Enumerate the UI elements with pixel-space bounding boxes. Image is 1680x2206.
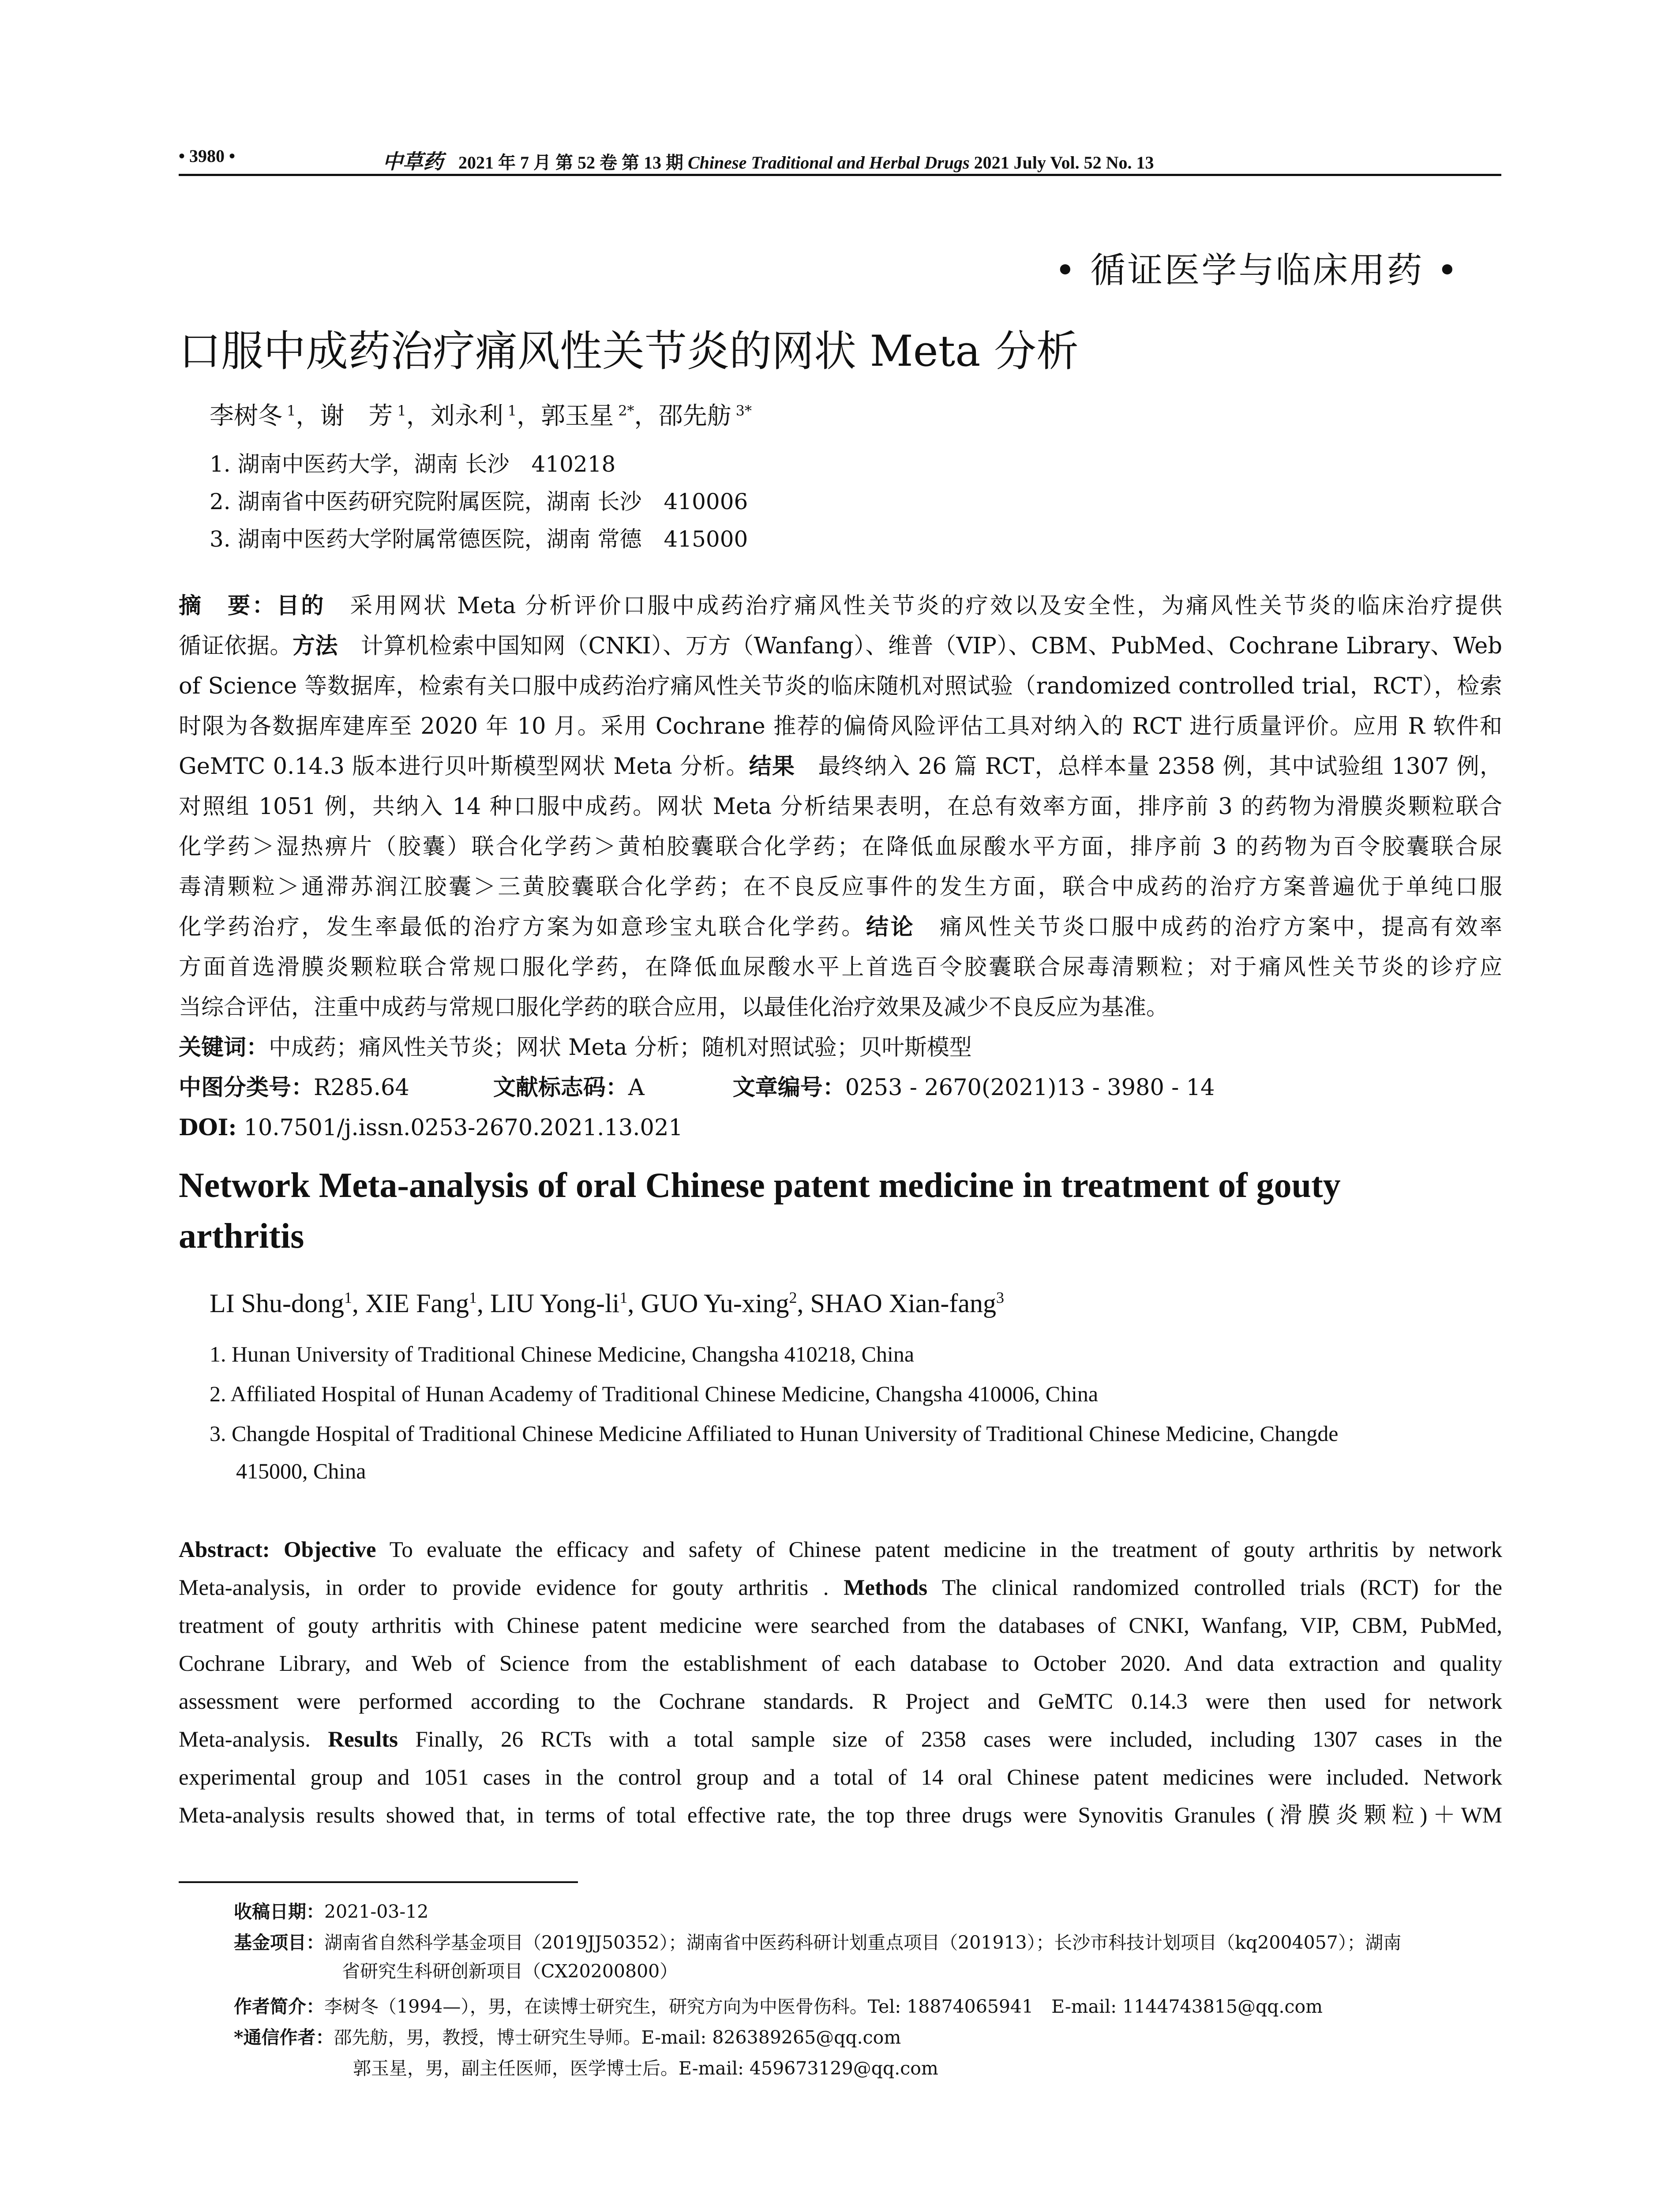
author-name-en: LI Shu-dong <box>210 1289 344 1318</box>
footnote-text: 省研究生科研创新项目（CX20200800） <box>342 1961 678 1982</box>
affiliation-cn: 3. 湖南中医药大学附属常德医院，湖南 常德 415000 <box>210 526 748 552</box>
abstract-text: The clinical randomized controlled trials (RCT) for the <box>927 1576 1502 1600</box>
article-no-label: 文章编号： <box>732 1074 845 1101</box>
abstract-line-cn <box>179 706 1502 747</box>
title-en <box>179 1160 1502 1262</box>
abstract-line-cn <box>179 827 1502 867</box>
abstract-text: 痛风性关节炎口服中成药的治疗方案中，提高有效率 <box>915 914 1502 940</box>
title-en-line: arthritis <box>179 1217 304 1256</box>
abstract-line-en <box>179 1683 1502 1721</box>
abstract-text: Meta-analysis results showed that, in terms of total effective rate, the top three drugs were Synovitis Granules (滑膜炎颗粒)＋WM <box>179 1803 1502 1828</box>
abstract-text: Finally, 26 RCTs with a total sample size of 2358 cases were included, including 1307 cases in the <box>398 1727 1503 1752</box>
abstract-text: 当综合评估，注重中成药与常规口服化学药的联合应用，以最佳化治疗效果及减少不良反应为基准。 <box>179 994 1169 1020</box>
abstract-line-en <box>179 1531 1502 1569</box>
abstract-text: 最终纳入 26 篇 RCT，总样本量 2358 例，其中试验组 1307 例， <box>795 754 1503 780</box>
abstract-section-label: Methods <box>844 1576 928 1600</box>
footnote <box>234 1928 1401 1954</box>
doi-line <box>179 1108 1502 1148</box>
abstract-line-en <box>179 1721 1502 1759</box>
abstract-line-cn <box>179 787 1502 827</box>
footnote-label: 收稿日期： <box>234 1901 324 1922</box>
abstract-section-label: 方法 <box>292 633 338 659</box>
footnote-label: *通信作者： <box>234 2027 334 2048</box>
abstract-line-cn <box>179 747 1502 787</box>
abstract-line-en <box>179 1645 1502 1683</box>
abstract-line-en <box>179 1607 1502 1645</box>
author-affiliation-mark: 1 <box>507 402 517 419</box>
author-affiliation-mark: 2* <box>618 402 634 419</box>
doc-code-label: 文献标志码： <box>493 1074 628 1101</box>
authors-cn: 李树冬 $^1$，谢 芳 $^1$，刘永利 $^1$，郭玉星 $^{2*}$，邵先舫 $^{3*}$ <box>210 401 752 430</box>
clc-value: R285.64 <box>314 1075 409 1101</box>
doi-label: DOI: <box>179 1114 237 1141</box>
author-affiliation-mark: 3* <box>735 402 752 419</box>
author-name-en: SHAO Xian-fang <box>810 1289 997 1318</box>
abstract-text: assessment were performed according to the Cochrane standards. R Project and GeMTC 0.14.3 were then used for network <box>179 1689 1502 1714</box>
abstract-cn <box>179 586 1502 1148</box>
author-affiliation-mark: 1 <box>344 1289 352 1306</box>
abstract-section-label: 目的 <box>276 593 326 619</box>
abstract-text: experimental group and 1051 cases in the control group and a total of 14 oral Chinese patent medicines were included. Network <box>179 1765 1502 1790</box>
affiliation-cn: 1. 湖南中医药大学，湖南 长沙 410218 <box>210 451 616 477</box>
abstract-text: 计算机检索中国知网（CNKI）、万方（Wanfang）、维普（VIP）、CBM、PubMed、Cochrane Library、Web <box>338 633 1502 659</box>
abstract-text: 循证依据。 <box>179 633 292 659</box>
footnote-label: 基金项目： <box>234 1932 324 1953</box>
abstract-label: 摘 要： <box>179 593 277 619</box>
author-name-en: XIE Fang <box>365 1289 469 1318</box>
issue-cn: 2021 年 7 月 第 52 卷 第 13 期 <box>458 153 683 173</box>
abstract-text: 化学药＞湿热痹片（胶囊）联合化学药＞黄柏胶囊联合化学药；在降低血尿酸水平方面，排序前 3 的药物为百令胶囊联合尿 <box>179 834 1502 860</box>
footnote-rule <box>179 1881 578 1883</box>
abstract-text: Meta-analysis, in order to provide evidence for gouty arthritis . <box>179 1576 844 1600</box>
author-name-en: GUO Yu-xing <box>641 1289 789 1318</box>
author-affiliation-mark: 1 <box>287 402 296 419</box>
author-name-en: LIU Yong-li <box>490 1289 620 1318</box>
abstract-line-en <box>179 1797 1502 1835</box>
footnote-text: 李树冬（1994—），男，在读博士研究生，研究方向为中医骨伤科。Tel: 18874065941 E-mail: 1144743815@qq.com <box>324 1996 1323 2017</box>
abstract-line-cn <box>179 907 1502 947</box>
author-affiliation-mark: 2 <box>789 1289 797 1306</box>
abstract-en <box>179 1531 1502 1835</box>
abstract-line-cn <box>179 947 1502 987</box>
abstract-text: Cochrane Library, and Web of Science from the establishment of each database to October 2020. And data extraction and quality <box>179 1651 1502 1676</box>
author-name-cn: 邵先舫 <box>658 401 731 430</box>
affiliation-cn: 2. 湖南省中医药研究院附属医院，湖南 长沙 410006 <box>210 489 748 514</box>
abstract-line-cn <box>179 987 1502 1028</box>
keywords-text: 中成药；痛风性关节炎；网状 Meta 分析；随机对照试验；贝叶斯模型 <box>269 1035 972 1061</box>
affiliation-en: 3. Changde Hospital of Traditional Chinese Medicine Affiliated to Hunan University of Traditional Chinese Medicine, Changde <box>210 1421 1339 1446</box>
abstract-text: 化学药治疗，发生率最低的治疗方案为如意珍宝丸联合化学药。 <box>179 914 866 940</box>
abstract-text: 对照组 1051 例，共纳入 14 种口服中成药。网状 Meta 分析结果表明，在总有效率方面，排序前 3 的药物为滑膜炎颗粒联合 <box>179 794 1502 820</box>
abstract-text: 采用网状 Meta 分析评价口服中成药治疗痛风性关节炎的疗效以及安全性，为痛风性关节炎的临床治疗提供 <box>325 593 1502 619</box>
footnote <box>342 1957 678 1983</box>
abstract-text: GeMTC 0.14.3 版本进行贝叶斯模型网状 Meta 分析。 <box>179 754 749 780</box>
article-no-value: 0253 - 2670(2021)13 - 3980 - 14 <box>845 1075 1215 1101</box>
abstract-text: 时限为各数据库建库至 2020 年 10 月。采用 Cochrane 推荐的偏倚风险评估工具对纳入的 RCT 进行质量评价。应用 R 软件和 <box>179 713 1502 739</box>
keywords-label: 关键词： <box>179 1034 269 1061</box>
abstract-line-cn <box>179 666 1502 706</box>
title-cn: 口服中成药治疗痛风性关节炎的网状 Meta 分析 <box>179 326 1079 376</box>
author-affiliation-mark: 3 <box>996 1289 1005 1306</box>
abstract-line-en <box>179 1759 1502 1797</box>
footnote-text: 郭玉星，男，副主任医师，医学博士后。E-mail: 459673129@qq.com <box>353 2058 938 2079</box>
abstract-line-cn <box>179 867 1502 907</box>
page-number: • 3980 • <box>179 146 236 166</box>
doc-code-value: A <box>628 1075 645 1101</box>
author-name-cn: 刘永利 <box>430 401 503 430</box>
abstract-line-cn <box>179 626 1502 666</box>
footnote-text: 湖南省自然科学基金项目（2019JJ50352）；湖南省中医药科研计划重点项目（201913）；长沙市科技计划项目（kq2004057）；湖南 <box>324 1932 1402 1953</box>
author-affiliation-mark: 1 <box>619 1289 628 1306</box>
footnote <box>234 1897 428 1923</box>
running-header <box>179 146 1501 176</box>
author-affiliation-mark: 1 <box>469 1289 477 1306</box>
abstract-text: Meta-analysis. <box>179 1727 328 1752</box>
abstract-section-label: Results <box>328 1727 398 1752</box>
footnote <box>234 1992 1323 2018</box>
keywords-cn <box>179 1028 1502 1068</box>
abstract-line-en <box>179 1569 1502 1607</box>
abstract-section-label: Abstract: Objective <box>179 1538 376 1562</box>
footnote-text: 2021-03-12 <box>324 1901 429 1922</box>
author-name-cn: 谢 芳 <box>320 401 393 430</box>
abstract-line-cn <box>179 586 1502 626</box>
doi-value: 10.7501/j.issn.0253-2670.2021.13.021 <box>236 1115 683 1141</box>
abstract-text: 毒清颗粒＞通滞苏润江胶囊＞三黄胶囊联合化学药；在不良反应事件的发生方面，联合中成药的治疗方案普遍优于单纯口服 <box>179 874 1502 900</box>
abstract-text: To evaluate the efficacy and safety of Chinese patent medicine in the treatment of gouty arthritis by network <box>376 1538 1503 1562</box>
clc-label: 中图分类号： <box>179 1074 314 1101</box>
affiliation-en: 2. Affiliated Hospital of Hunan Academy of Traditional Chinese Medicine, Changsha 410006, China <box>210 1381 1099 1406</box>
author-affiliation-mark: 1 <box>397 402 406 419</box>
footnote <box>234 2023 901 2049</box>
journal-line <box>382 146 1154 175</box>
abstract-text: treatment of gouty arthritis with Chinese patent medicine were searched from the databases of CNKI, Wanfang, VIP, CBM, PubMed, <box>179 1613 1502 1638</box>
title-en-line: Network Meta-analysis of oral Chinese patent medicine in treatment of gouty <box>179 1166 1341 1205</box>
journal-name-en: Chinese Traditional and Herbal Drugs <box>688 153 970 173</box>
section-tag: • 循证医学与临床用药 • <box>1054 250 1459 291</box>
author-name-cn: 郭玉星 <box>541 401 614 430</box>
affiliation-en: 1. Hunan University of Traditional Chinese Medicine, Changsha 410218, China <box>210 1342 915 1366</box>
authors-en: LI Shu-dong$^1$, XIE Fang$^1$, LIU Yong-$li^1$, GUO Yu-xing$^2$, SHAO Xian-fang$^3$ <box>210 1289 1005 1318</box>
journal-name-cn: 中草药 <box>382 150 443 173</box>
affiliation-en: 415000, China <box>236 1459 366 1483</box>
issue-en: 2021 July Vol. 52 No. 13 <box>974 153 1154 173</box>
footnote-text: 邵先舫，男，教授，博士研究生导师。E-mail: 826389265@qq.com <box>334 2027 901 2048</box>
abstract-text: of Science 等数据库，检索有关口服中成药治疗痛风性关节炎的临床随机对照试验（randomized controlled trial，RCT），检索 <box>179 673 1502 699</box>
abstract-section-label: 结论 <box>866 914 915 940</box>
footnote <box>353 2054 938 2080</box>
footnote-label: 作者简介： <box>234 1996 324 2017</box>
author-name-cn: 李树冬 <box>210 401 283 430</box>
abstract-section-label: 结果 <box>749 753 795 780</box>
classification-line <box>179 1068 1502 1108</box>
abstract-text: 方面首选滑膜炎颗粒联合常规口服化学药，在降低血尿酸水平上首选百令胶囊联合尿毒清颗粒；对于痛风性关节炎的诊疗应 <box>179 954 1502 980</box>
